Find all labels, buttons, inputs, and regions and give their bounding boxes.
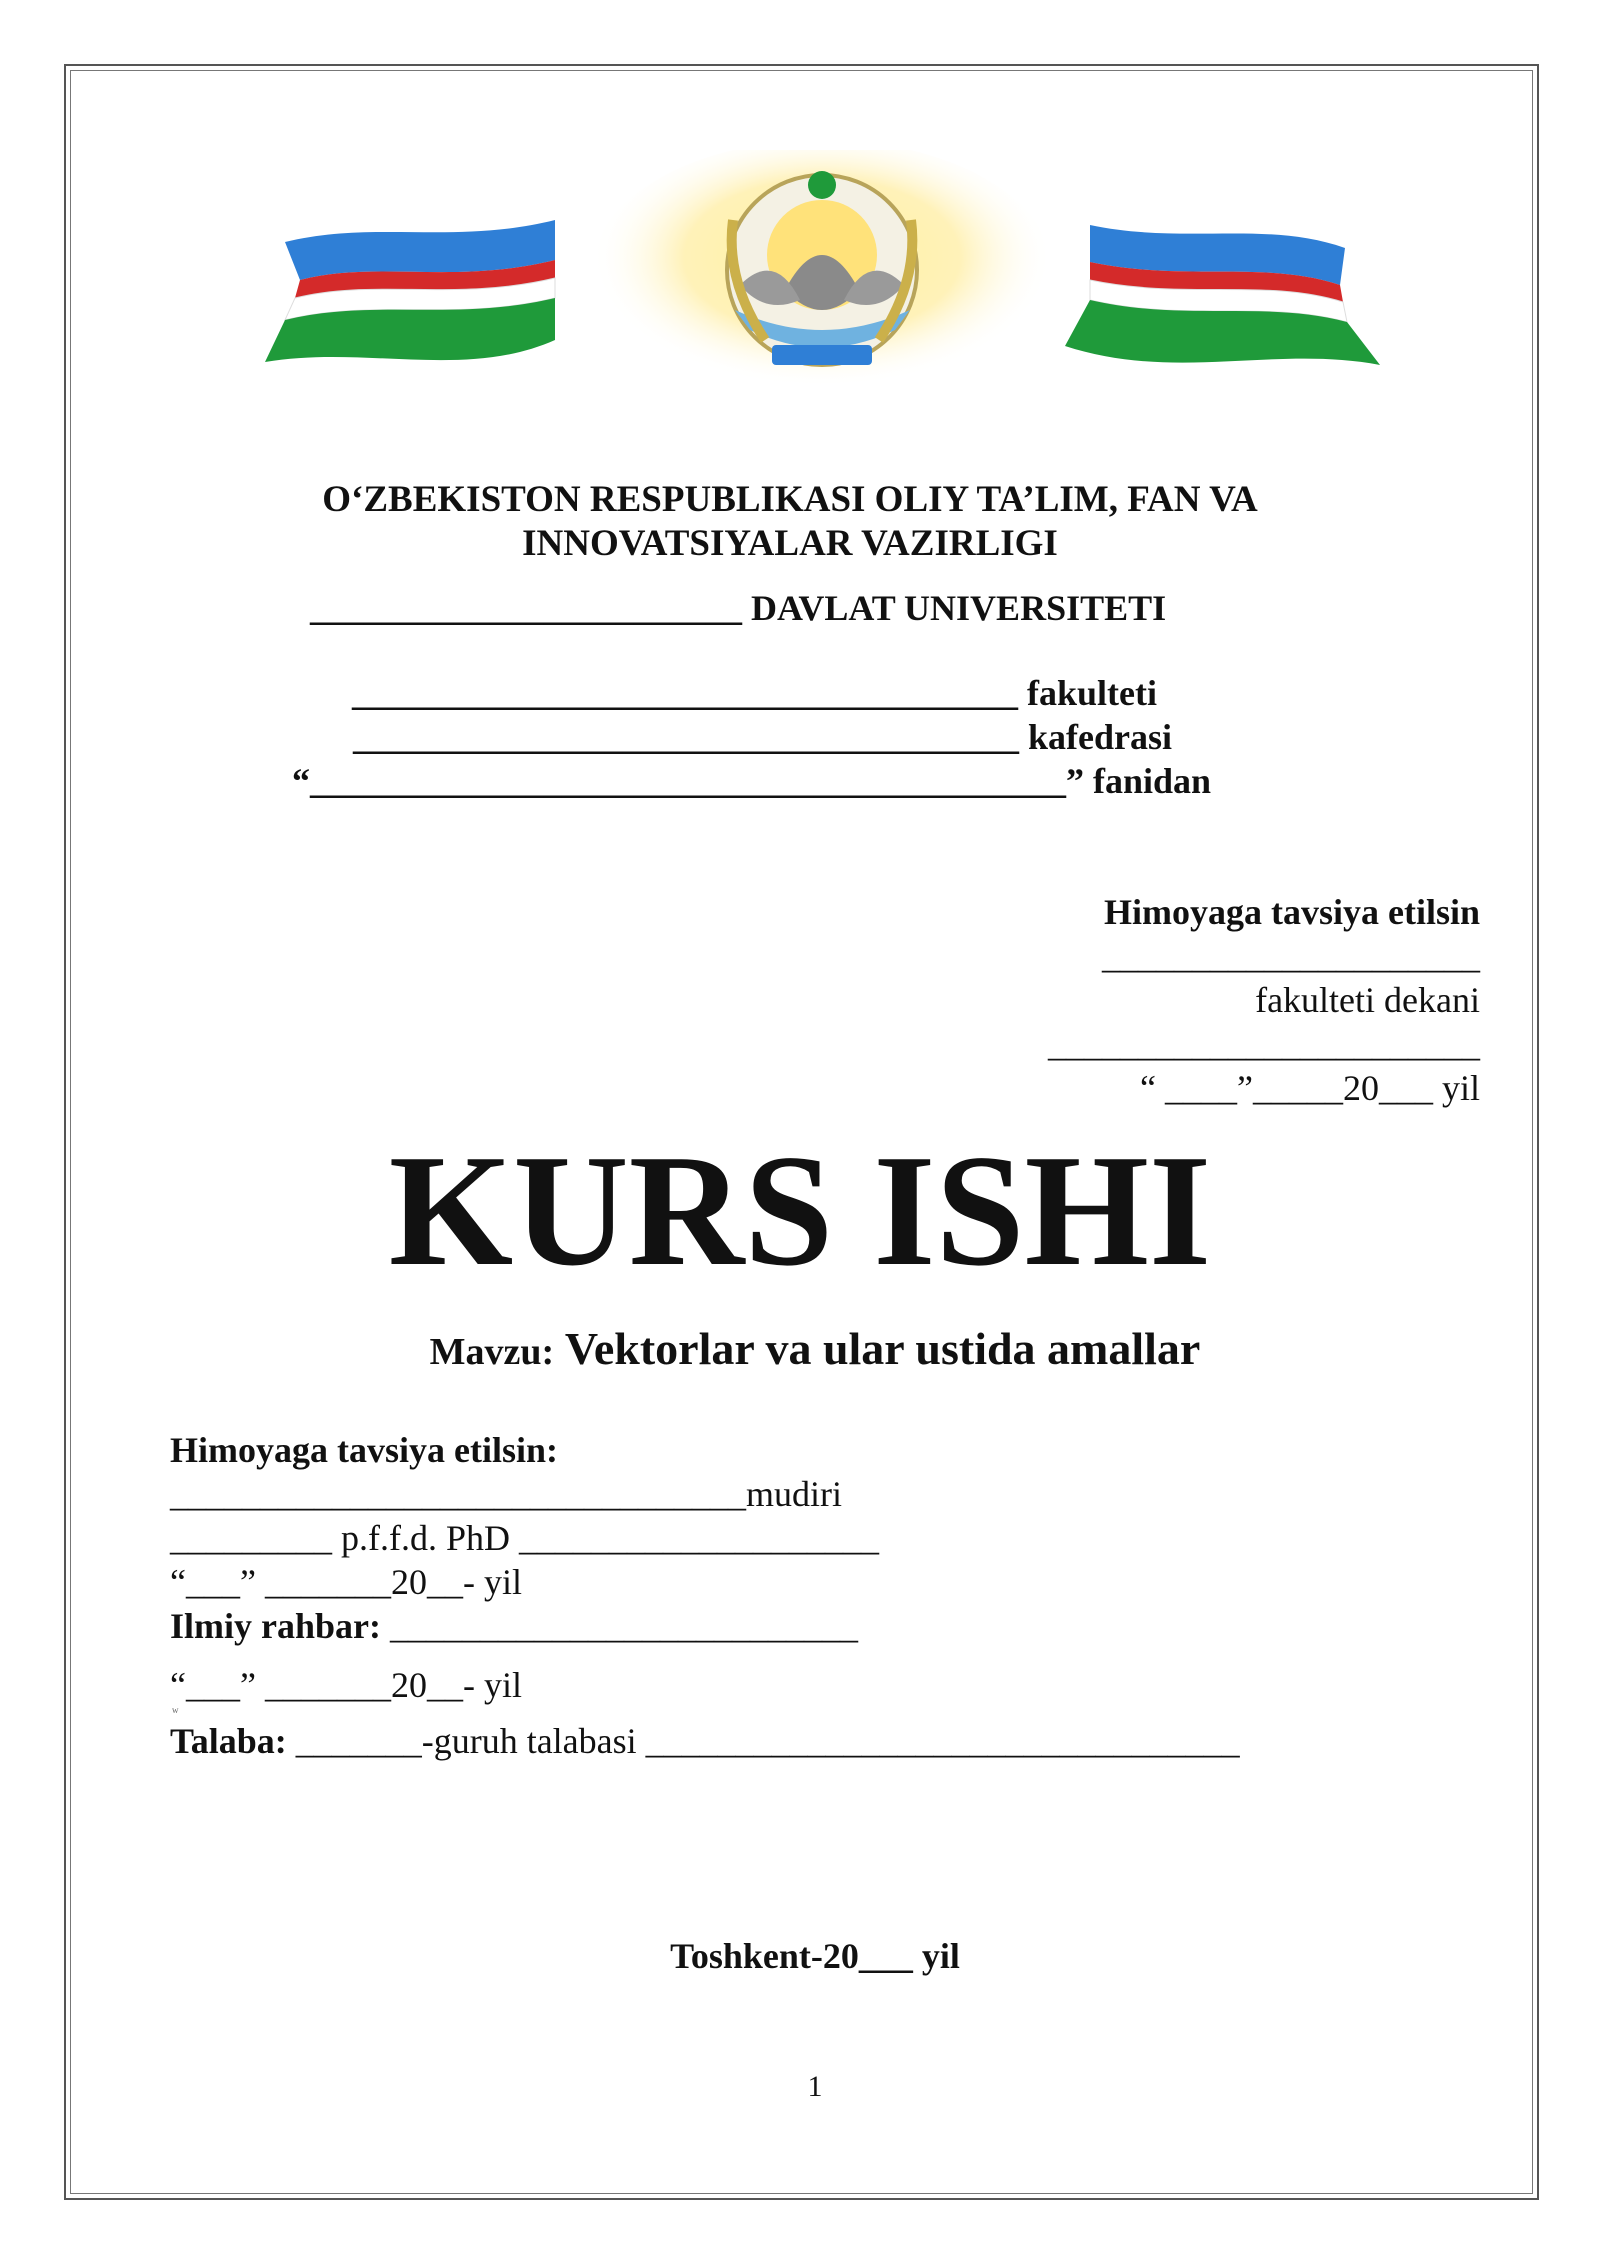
student-label: Talaba: <box>170 1721 287 1761</box>
ministry-line-1: O‘ZBEKISTON RESPUBLIKASI OLIY TA’LIM, FAN VA <box>322 479 1258 520</box>
coat-of-arms <box>727 171 917 365</box>
subject-label: ” fanidan <box>1066 761 1212 801</box>
university-label: DAVLAT UNIVERSITETI <box>751 588 1167 628</box>
approval-right-blank-1: _____________________ <box>1102 936 1480 976</box>
subject-blank: __________________________________________ <box>310 761 1066 801</box>
topic-label: Mavzu: <box>429 1331 555 1373</box>
approval-right-heading: Himoyaga tavsiya etilsin <box>1104 892 1480 932</box>
university-line <box>310 587 1166 629</box>
ministry-line-2: INNOVATSIYALAR VAZIRLIGI <box>522 523 1058 564</box>
subject-line <box>292 760 1211 802</box>
page-number: 1 <box>807 2070 823 2103</box>
department-blank: _____________________________________ <box>353 717 1019 757</box>
subject-open-quote: “ <box>292 761 310 801</box>
left-flag <box>265 220 555 362</box>
approval-left-date-2: “___” _______20__- yil <box>170 1665 522 1705</box>
university-blank: ________________________ <box>310 588 742 628</box>
faculty-label: fakulteti <box>1027 673 1157 713</box>
topic-text: Vektorlar va ular ustida amallar <box>564 1323 1201 1374</box>
approval-right-blank-2: ________________________ <box>1048 1024 1480 1064</box>
topic-line <box>0 1322 1600 1375</box>
phd-line: _________ p.f.f.d. PhD ____________________ <box>170 1518 879 1558</box>
department-label: kafedrasi <box>1028 717 1172 757</box>
supervisor-line <box>170 1605 858 1647</box>
student-group-blank: _______-guruh talabasi _________________________________ <box>295 1721 1240 1761</box>
city-year: Toshkent-20___ yil <box>670 1936 960 1976</box>
faculty-line <box>352 672 1157 714</box>
head-of-department-line: ________________________________mudiri <box>170 1474 842 1514</box>
supervisor-label: Ilmiy rahbar: <box>170 1606 381 1646</box>
approval-right-date: “ ____”_____20___ yil <box>1140 1068 1480 1108</box>
student-line <box>170 1720 1240 1762</box>
state-emblem-with-flags <box>255 150 1390 400</box>
dean-label: fakulteti dekani <box>1255 980 1480 1020</box>
approval-left-date-1: “___” _______20__- yil <box>170 1562 522 1602</box>
small-mark: w <box>172 1705 179 1715</box>
faculty-blank: _____________________________________ <box>352 673 1018 713</box>
approval-left-heading: Himoyaga tavsiya etilsin: <box>170 1430 558 1470</box>
document-title: KURS ISHI <box>388 1121 1212 1299</box>
department-line <box>353 716 1172 758</box>
supervisor-blank: __________________________ <box>390 1606 858 1646</box>
right-flag <box>1065 225 1380 365</box>
